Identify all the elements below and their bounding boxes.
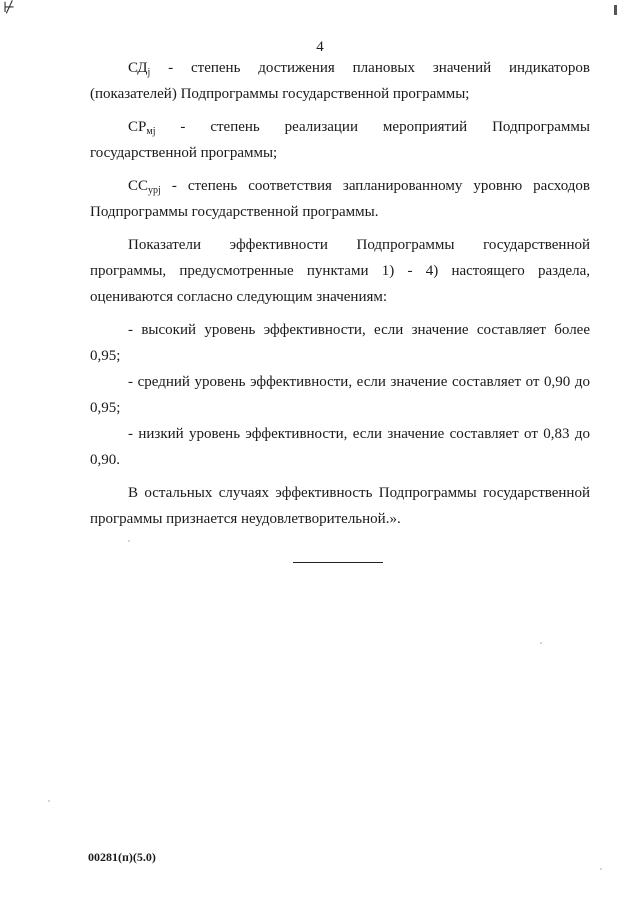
scan-speck [600,868,602,870]
definition-ss [90,173,590,225]
definition-term: СД [128,60,148,76]
level-low: - низкий уровень эффективности, если значение составляет от 0,83 до 0,90. [90,426,590,468]
definition-sr [90,114,590,166]
document-code: 00281(п)(5.0) [88,850,156,864]
page-number: 4 [316,39,324,55]
scan-speck [128,540,130,542]
document-body [90,55,590,539]
corner-mark: ⊬ [3,1,16,16]
separator-line [293,562,383,563]
conclusion-paragraph: В остальных случаях эффективность Подпрограммы государственной программы признается неудовлетворительной.». [90,485,590,527]
definition-subscript: мj [146,126,156,137]
definition-subscript: урj [148,185,161,196]
definition-subscript: j [147,67,151,78]
definition-term: СР [128,119,147,135]
definition-text: - степень реализации мероприятий Подпрограммы государственной программы; [90,119,590,161]
definition-term: СС [128,178,149,194]
level-medium: - средний уровень эффективности, если значение составляет от 0,90 до 0,95; [90,374,590,416]
scan-speck [540,642,542,644]
level-high: - высокий уровень эффективности, если значение составляет более 0,95; [90,322,590,364]
definition-sd [90,55,590,107]
definition-text: - степень достижения плановых значений индикаторов (показателей) Подпрограммы государственной программы; [90,60,590,102]
scan-speck [48,800,50,802]
definition-text: - степень соответствия запланированному уровню расходов Подпрограммы государственной программы. [90,178,590,220]
intro-paragraph: Показатели эффективности Подпрограммы государственной программы, предусмотренные пунктами 1) - 4) настоящего раздела, оцениваются согласно следующим значениям: [90,237,590,305]
edge-mark [614,5,617,15]
